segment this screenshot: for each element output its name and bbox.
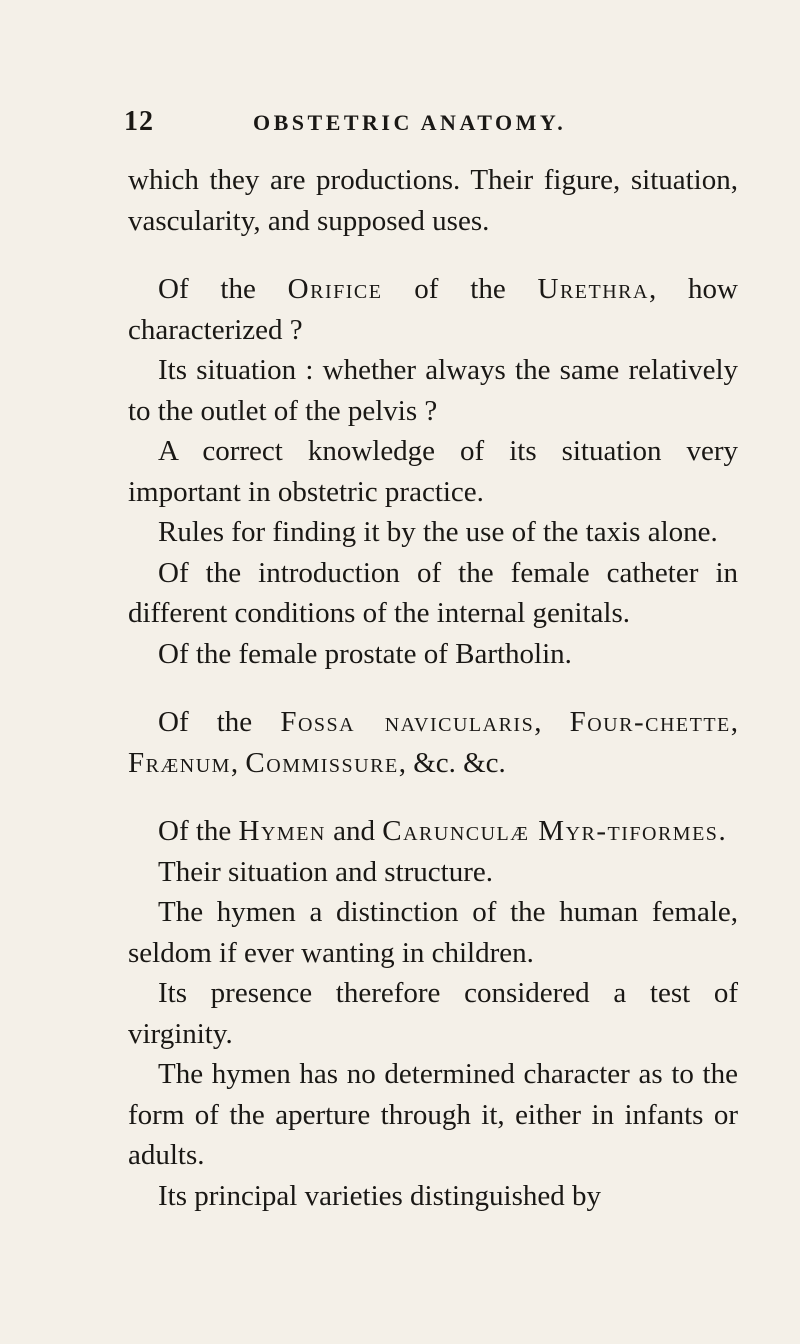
paragraph-prostate: Of the female prostate of Bartholin.	[158, 637, 572, 670]
running-head: OBSTETRIC ANATOMY.	[253, 110, 567, 135]
paragraph-fossa-navicularis	[128, 702, 738, 783]
small-caps-term: Urethra	[537, 273, 649, 305]
paragraph-rules: Rules for finding it by the use of the taxis alone.	[158, 516, 718, 548]
paragraph-hymen-distinction: The hymen a distinction of the human female, seldom if ever wanting in children.	[128, 896, 738, 969]
text-run: Of the	[158, 706, 281, 738]
page-number: 12	[124, 106, 154, 137]
paragraph-hymen-carunculae	[128, 811, 738, 852]
paragraph-aperture: The hymen has no determined character as to the form of the aperture through it, either in infants or adults.	[128, 1058, 738, 1171]
text-run: of the	[382, 273, 538, 305]
small-caps-term: Fossa navicularis	[280, 706, 535, 738]
paragraph-virginity: Its presence therefore considered a test of virginity.	[128, 977, 738, 1050]
paragraph-catheter: Of the introduction of the female catheter in different conditions of the internal genitals.	[128, 556, 738, 629]
paragraph-orifice-urethra	[128, 269, 738, 350]
small-caps-term: Frænum	[128, 746, 231, 779]
text-run: , how characterized ?	[128, 273, 738, 346]
paragraph-productions: which they are productions. Their figure, situation, vascularity, and supposed uses.	[128, 164, 738, 237]
text-run: ,	[230, 746, 246, 779]
small-caps-term: Commissure	[245, 746, 399, 779]
small-caps-term: Carunculæ Myr-tiformes	[382, 815, 719, 847]
text-run: and	[325, 815, 383, 847]
small-caps-term: Four-chette	[569, 706, 731, 738]
text-run: Of the	[158, 815, 239, 847]
text-run: Of the	[158, 273, 288, 305]
paragraph-structure: Their situation and structure.	[158, 855, 494, 888]
small-caps-term: Orifice	[287, 273, 383, 305]
text-run: , &c. &c.	[398, 746, 506, 779]
text-run: ,	[730, 706, 739, 738]
text-run: .	[718, 815, 726, 847]
paragraph-varieties: Its principal varieties distinguished by	[158, 1179, 601, 1212]
paragraph-knowledge: A correct knowledge of its situation very important in obstetric practice.	[128, 435, 738, 508]
page-body	[128, 160, 738, 1216]
small-caps-term: Hymen	[238, 815, 326, 847]
text-run: ,	[534, 706, 570, 738]
page-header	[0, 106, 800, 146]
paragraph-situation: Its situation : whether always the same relatively to the outlet of the pelvis ?	[128, 354, 738, 427]
